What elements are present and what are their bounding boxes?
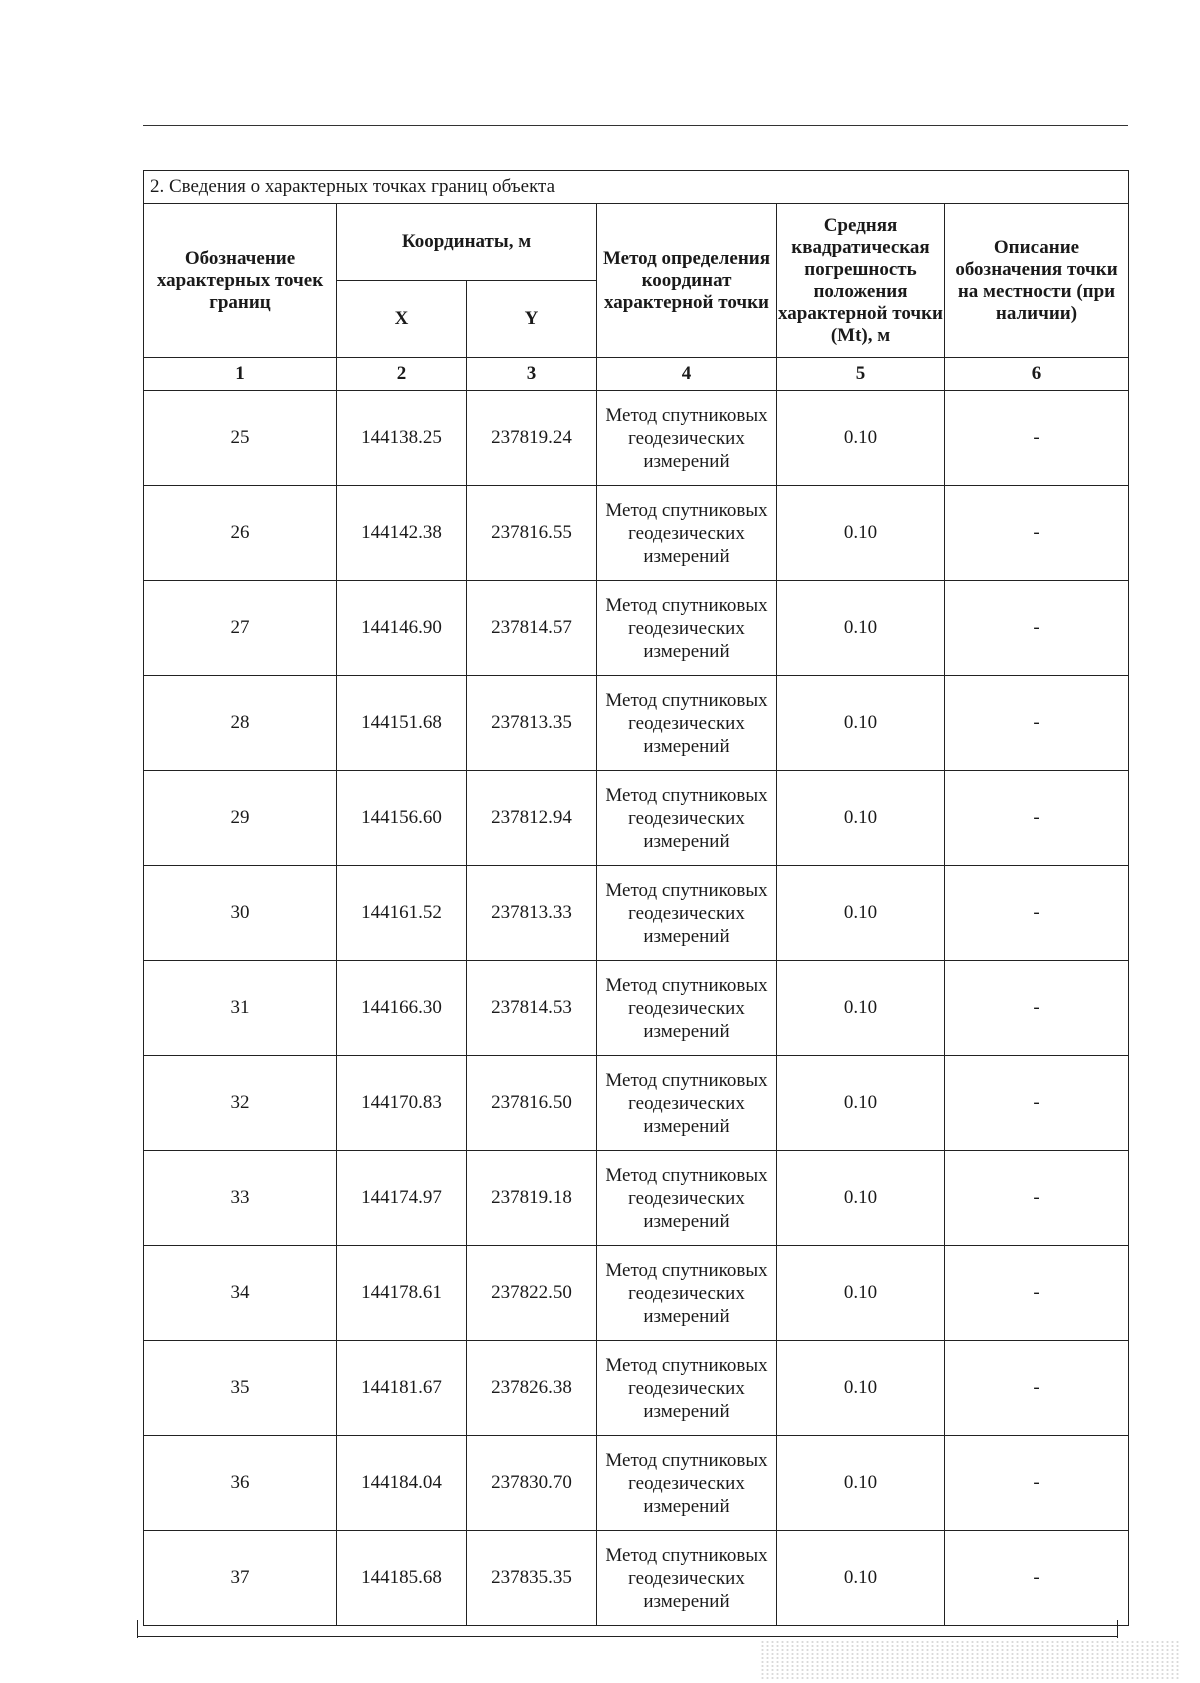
- cell-x: 144178.61: [337, 1246, 467, 1341]
- cell-point: 31: [144, 961, 337, 1056]
- cell-method: Метод спутниковых геодезических измерений: [597, 1056, 777, 1151]
- cell-y: 237816.55: [467, 486, 597, 581]
- cell-error: 0.10: [777, 1056, 945, 1151]
- column-number: 6: [945, 358, 1129, 391]
- cell-y: 237819.18: [467, 1151, 597, 1246]
- cell-description: -: [945, 1531, 1129, 1626]
- cell-description: -: [945, 1246, 1129, 1341]
- cell-point: 28: [144, 676, 337, 771]
- cell-error: 0.10: [777, 581, 945, 676]
- table-row: [144, 1436, 1129, 1531]
- cell-point: 36: [144, 1436, 337, 1531]
- cell-error: 0.10: [777, 866, 945, 961]
- table-row: [144, 1341, 1129, 1436]
- top-rule: [143, 125, 1128, 126]
- cell-x: 144156.60: [337, 771, 467, 866]
- cell-point: 27: [144, 581, 337, 676]
- header-x: X: [337, 281, 467, 358]
- cell-method: Метод спутниковых геодезических измерений: [597, 1246, 777, 1341]
- table-row: [144, 581, 1129, 676]
- boundary-points-table: [143, 170, 1129, 1626]
- cell-method: Метод спутниковых геодезических измерений: [597, 866, 777, 961]
- scan-artifact: [760, 1640, 1180, 1680]
- cell-y: 237826.38: [467, 1341, 597, 1436]
- cell-description: -: [945, 486, 1129, 581]
- cell-x: 144161.52: [337, 866, 467, 961]
- cell-method: Метод спутниковых геодезических измерений: [597, 1531, 777, 1626]
- cell-point: 32: [144, 1056, 337, 1151]
- table-row: [144, 866, 1129, 961]
- cell-y: 237813.35: [467, 676, 597, 771]
- cell-error: 0.10: [777, 486, 945, 581]
- cell-y: 237822.50: [467, 1246, 597, 1341]
- cell-method: Метод спутниковых геодезических измерений: [597, 961, 777, 1056]
- table-body: [144, 391, 1129, 1626]
- table-row: [144, 961, 1129, 1056]
- cell-x: 144138.25: [337, 391, 467, 486]
- cell-y: 237812.94: [467, 771, 597, 866]
- column-number: 3: [467, 358, 597, 391]
- header-error: Средняя квадратическая погрешность положения характерной точки (Mt), м: [777, 204, 945, 358]
- table-row: [144, 676, 1129, 771]
- cell-error: 0.10: [777, 961, 945, 1056]
- cell-description: -: [945, 581, 1129, 676]
- cell-error: 0.10: [777, 391, 945, 486]
- cell-error: 0.10: [777, 1246, 945, 1341]
- header-point: Обозначение характерных точек границ: [144, 204, 337, 358]
- column-number: 2: [337, 358, 467, 391]
- cell-method: Метод спутниковых геодезических измерений: [597, 581, 777, 676]
- cell-point: 37: [144, 1531, 337, 1626]
- cell-method: Метод спутниковых геодезических измерений: [597, 486, 777, 581]
- table-row: [144, 486, 1129, 581]
- table-row: [144, 771, 1129, 866]
- cell-y: 237819.24: [467, 391, 597, 486]
- cell-y: 237814.57: [467, 581, 597, 676]
- cell-x: 144142.38: [337, 486, 467, 581]
- cell-description: -: [945, 391, 1129, 486]
- table-row: [144, 1151, 1129, 1246]
- table-row: [144, 1246, 1129, 1341]
- cell-error: 0.10: [777, 1531, 945, 1626]
- cell-method: Метод спутниковых геодезических измерений: [597, 771, 777, 866]
- cell-x: 144185.68: [337, 1531, 467, 1626]
- cell-description: -: [945, 1151, 1129, 1246]
- cell-y: 237835.35: [467, 1531, 597, 1626]
- cell-y: 237814.53: [467, 961, 597, 1056]
- cell-method: Метод спутниковых геодезических измерений: [597, 1436, 777, 1531]
- cell-x: 144170.83: [337, 1056, 467, 1151]
- cell-description: -: [945, 676, 1129, 771]
- cell-x: 144174.97: [337, 1151, 467, 1246]
- cell-point: 33: [144, 1151, 337, 1246]
- column-number: 1: [144, 358, 337, 391]
- cell-description: -: [945, 1341, 1129, 1436]
- cell-point: 35: [144, 1341, 337, 1436]
- cell-point: 30: [144, 866, 337, 961]
- cell-point: 25: [144, 391, 337, 486]
- cell-x: 144166.30: [337, 961, 467, 1056]
- header-coords: Координаты, м: [337, 204, 597, 281]
- cell-error: 0.10: [777, 1341, 945, 1436]
- cell-method: Метод спутниковых геодезических измерений: [597, 676, 777, 771]
- cell-description: -: [945, 1056, 1129, 1151]
- cell-point: 34: [144, 1246, 337, 1341]
- cell-x: 144184.04: [337, 1436, 467, 1531]
- table-row: [144, 1531, 1129, 1626]
- header-description: Описание обозначения точки на местности (при наличии): [945, 204, 1129, 358]
- cell-y: 237816.50: [467, 1056, 597, 1151]
- cell-x: 144181.67: [337, 1341, 467, 1436]
- cell-point: 29: [144, 771, 337, 866]
- table-caption: 2. Сведения о характерных точках границ объекта: [144, 171, 1129, 204]
- cell-y: 237830.70: [467, 1436, 597, 1531]
- header-method: Метод определения координат характерной точки: [597, 204, 777, 358]
- cell-description: -: [945, 771, 1129, 866]
- cell-error: 0.10: [777, 676, 945, 771]
- cell-method: Метод спутниковых геодезических измерений: [597, 1151, 777, 1246]
- cell-point: 26: [144, 486, 337, 581]
- cell-x: 144151.68: [337, 676, 467, 771]
- cell-method: Метод спутниковых геодезических измерений: [597, 391, 777, 486]
- cell-method: Метод спутниковых геодезических измерений: [597, 1341, 777, 1436]
- column-number: 5: [777, 358, 945, 391]
- cell-description: -: [945, 866, 1129, 961]
- table-row: [144, 391, 1129, 486]
- cell-error: 0.10: [777, 771, 945, 866]
- cell-y: 237813.33: [467, 866, 597, 961]
- cell-x: 144146.90: [337, 581, 467, 676]
- cell-description: -: [945, 961, 1129, 1056]
- bottom-frame-line: [137, 1636, 1118, 1637]
- cell-error: 0.10: [777, 1436, 945, 1531]
- cell-error: 0.10: [777, 1151, 945, 1246]
- column-number: 4: [597, 358, 777, 391]
- table-row: [144, 1056, 1129, 1151]
- header-y: Y: [467, 281, 597, 358]
- cell-description: -: [945, 1436, 1129, 1531]
